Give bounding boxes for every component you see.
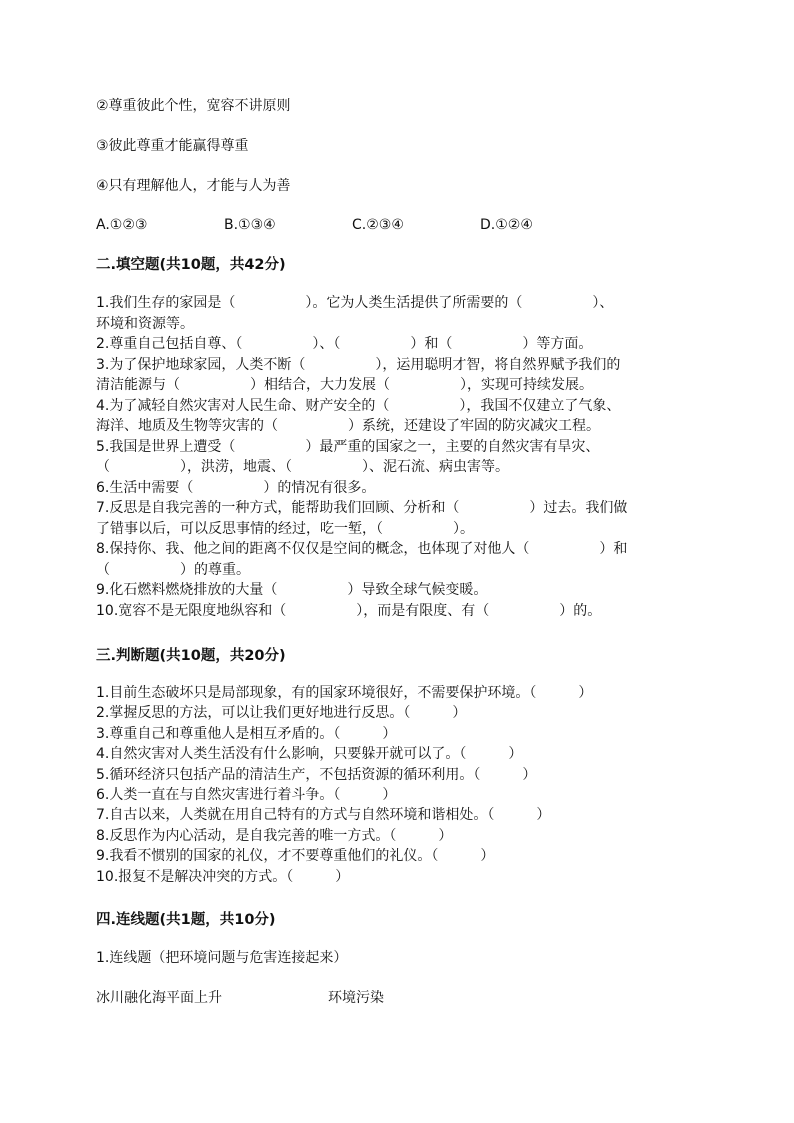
true-false-list xyxy=(96,683,702,887)
option-a: A.①②③ xyxy=(96,217,148,233)
true-false-item: 9.我看不惯别的国家的礼仪，才不要尊重他们的礼仪。（ ） xyxy=(96,848,495,865)
section-heading-matching: 四.连线题(共1题，共10分) xyxy=(96,912,276,928)
fill-line: 海洋、地质及生物等灾害的（ ）系统，还建设了牢固的防灾减灾工程。 xyxy=(96,418,600,434)
fill-blank-list xyxy=(96,293,702,621)
fill-line: （ ），洪涝，地震、（ ）、泥石流、病虫害等。 xyxy=(96,459,509,475)
fill-line: 5.我国是世界上遭受（ ）最严重的国家之一，主要的自然灾害有旱灾、 xyxy=(96,438,600,455)
section-heading-fill-blank: 二.填空题(共10题，共42分) xyxy=(96,257,286,273)
true-false-item: 8.反思作为内心活动，是自我完善的唯一方式。（ ） xyxy=(96,827,453,844)
matching-question: 1.连线题（把环境问题与危害连接起来） xyxy=(96,950,348,966)
matching-right-item: 环境污染 xyxy=(328,990,384,1006)
choice-statement-2: ②尊重彼此个性，宽容不讲原则 xyxy=(96,98,291,114)
fill-line: 2.尊重自己包括自尊、（ ）、（ ）和（ ）等方面。 xyxy=(96,336,593,352)
fill-line: 4.为了减轻自然灾害对人民生命、财产安全的（ ），我国不仅建立了气象、 xyxy=(96,397,621,414)
fill-line: 8.保持你、我、他之间的距离不仅仅是空间的概念，也体现了对他人（ ）和 xyxy=(96,541,628,557)
true-false-item: 7.自古以来，人类就在用自己特有的方式与自然环境和谐相处。（ ） xyxy=(96,807,551,824)
fill-line: 6.生活中需要（ ）的情况有很多。 xyxy=(96,479,376,496)
choice-statement-3: ③彼此尊重才能赢得尊重 xyxy=(96,138,249,154)
fill-line: 10.宽容不是无限度地纵容和（ ），而是有限度、有（ ）的。 xyxy=(96,602,602,619)
choice-statement-4: ④只有理解他人，才能与人为善 xyxy=(96,178,291,194)
true-false-item: 4.自然灾害对人类生活没有什么影响，只要躲开就可以了。（ ） xyxy=(96,746,523,763)
fill-line: 3.为了保护地球家园，人类不断（ ），运用聪明才智，将自然界赋予我们的 xyxy=(96,356,621,373)
true-false-item: 5.循环经济只包括产品的清洁生产，不包括资源的循环利用。（ ） xyxy=(96,766,537,783)
true-false-item: 10.报复不是解决冲突的方式。（ ） xyxy=(96,868,350,885)
true-false-item: 3.尊重自己和尊重他人是相互矛盾的。（ ） xyxy=(96,725,397,742)
fill-line: 清洁能源与（ ）相结合，大力发展（ ），实现可持续发展。 xyxy=(96,377,593,393)
matching-left-item: 冰川融化海平面上升 xyxy=(96,990,222,1006)
fill-line: 1.我们生存的家园是（ ）。它为人类生活提供了所需要的（ ）、 xyxy=(96,295,614,311)
section-heading-true-false: 三.判断题(共10题，共20分) xyxy=(96,648,286,664)
fill-line: （ ）的尊重。 xyxy=(96,561,250,578)
true-false-item: 6.人类一直在与自然灾害进行着斗争。（ ） xyxy=(96,786,397,803)
fill-line: 环境和资源等。 xyxy=(96,315,194,332)
true-false-item: 1.目前生态破坏只是局部现象，有的国家环境很好，不需要保护环境。（ ） xyxy=(96,685,593,701)
option-c: C.②③④ xyxy=(352,217,404,233)
fill-line: 了错事以后，可以反思事情的经过，吃一堑，（ ）。 xyxy=(96,520,474,537)
true-false-item: 2.掌握反思的方法，可以让我们更好地进行反思。（ ） xyxy=(96,705,467,722)
fill-line: 7.反思是自我完善的一种方式，能帮助我们回顾、分析和（ ）过去。我们做 xyxy=(96,500,628,516)
option-b: B.①③④ xyxy=(224,217,276,233)
option-d: D.①②④ xyxy=(480,217,533,233)
fill-line: 9.化石燃料燃烧排放的大量（ ）导致全球气候变暖。 xyxy=(96,582,488,598)
